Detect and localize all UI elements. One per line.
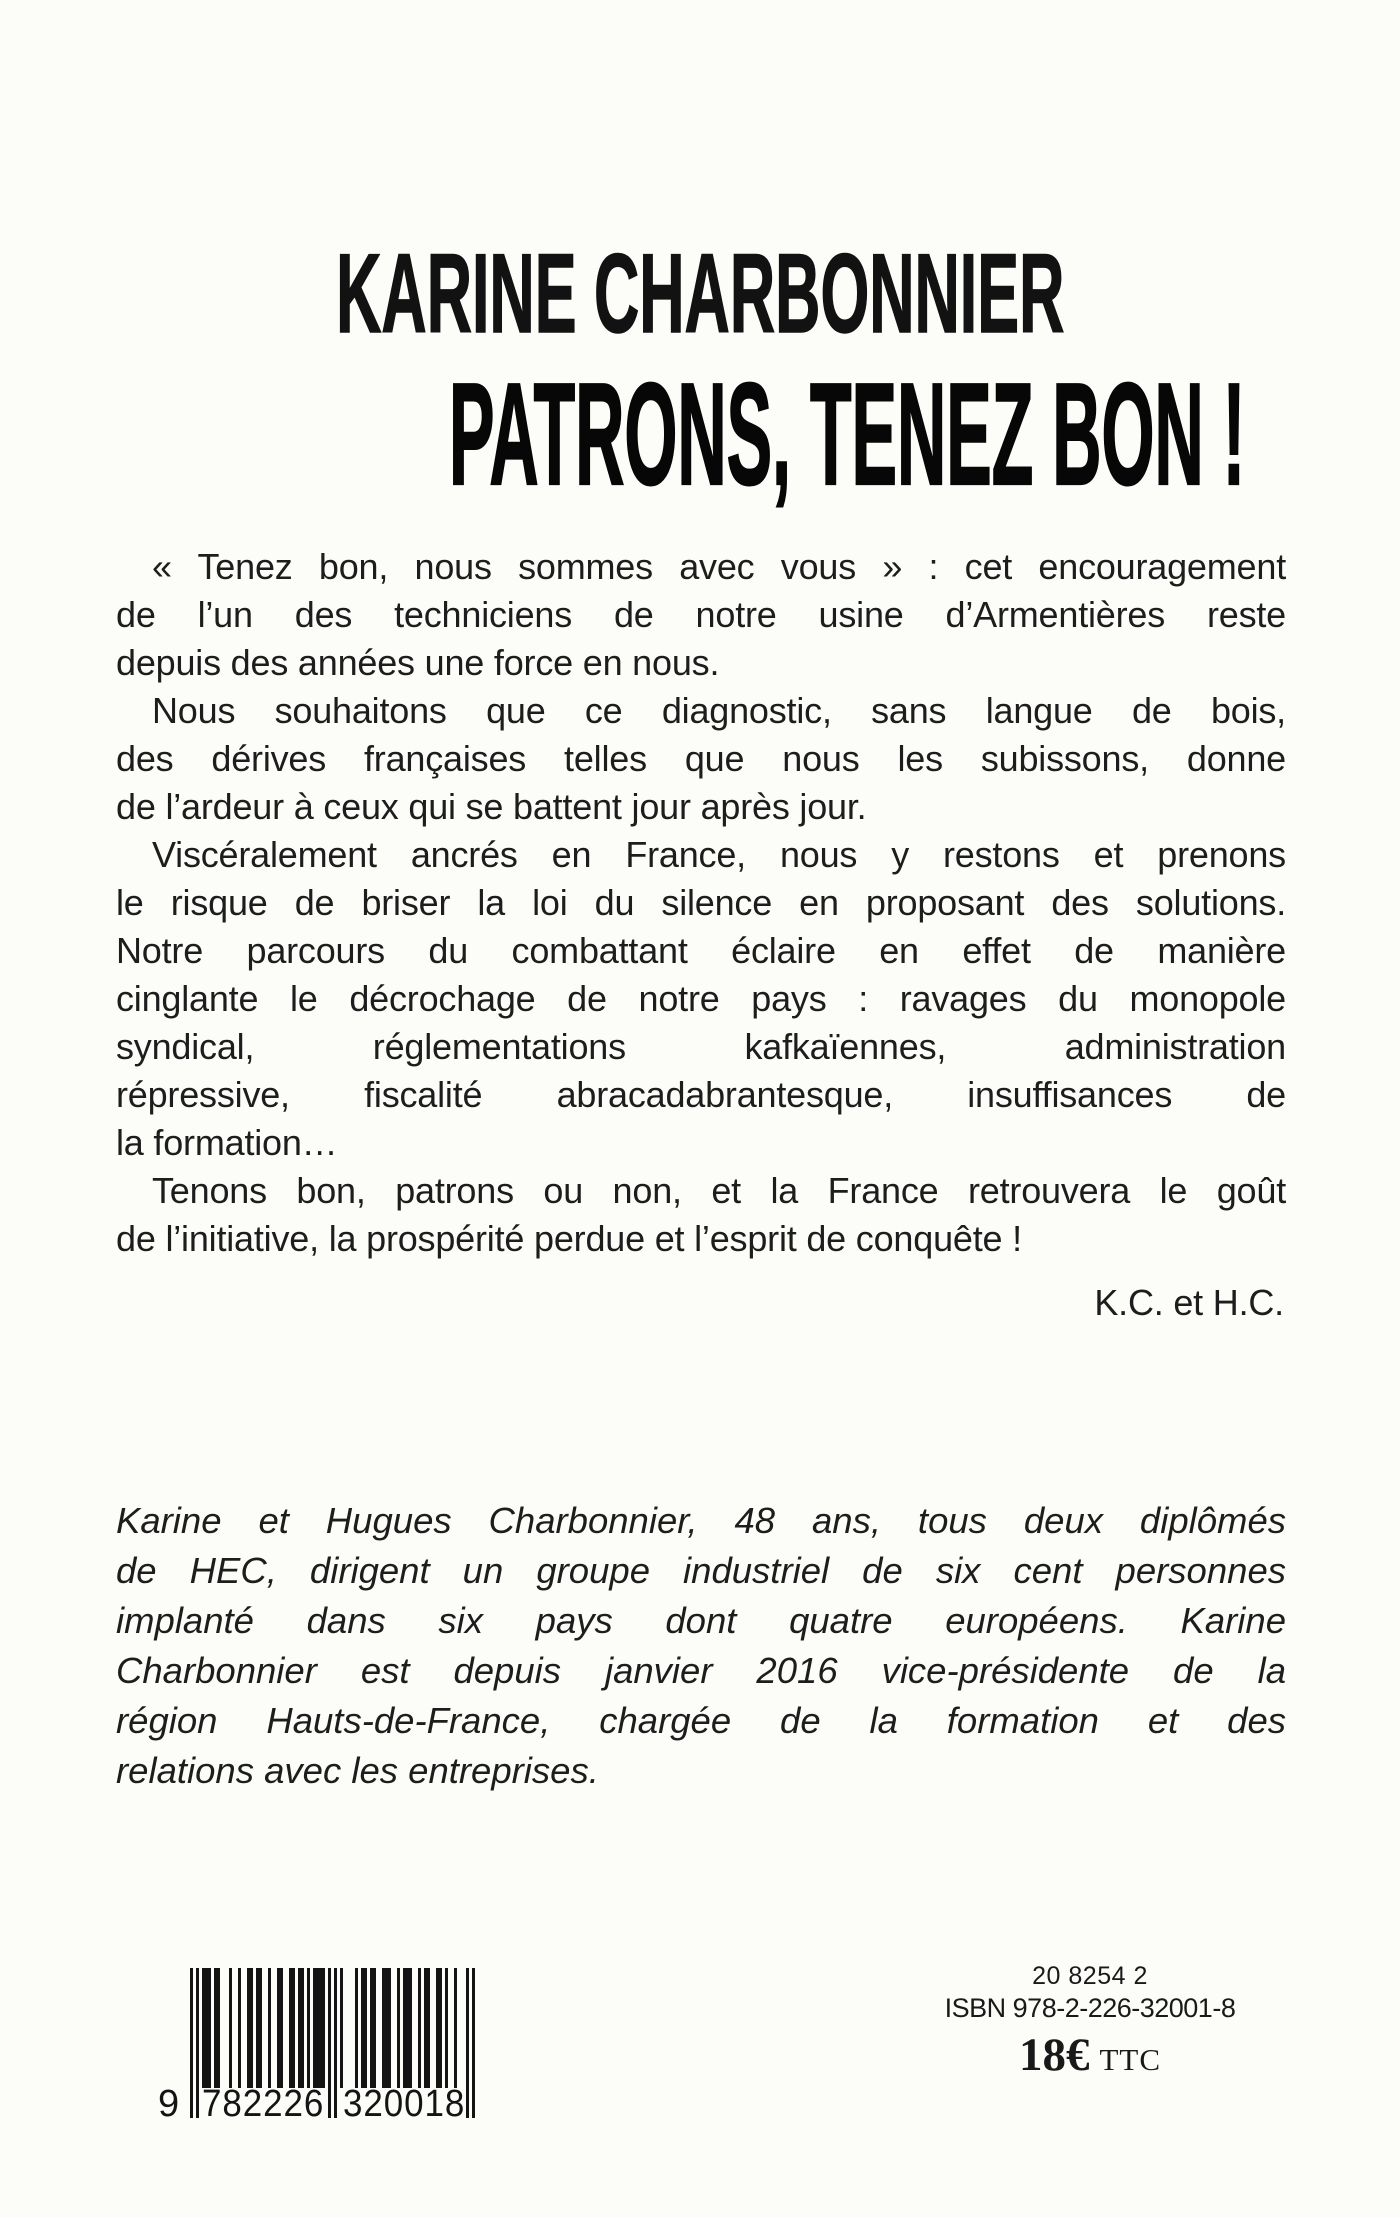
book-title [0, 353, 1400, 515]
signature: K.C. et H.C. [1094, 1282, 1284, 1323]
blurb-paragraph-3: Viscéralement ancrés en France, nous y restons et prenons le risque de briser la loi du silence en proposant des solutions. Notre parcours du combattant éclaire en effet de manière cinglante le décrochage de notre pays : ravages du monopole syndical, réglementations kafkaïennes, administration répressive, fiscalité abracadabrantesque, insuffisances de la formation… [116, 834, 1286, 1163]
ean13-barcode [158, 1968, 488, 2128]
price-row [928, 2028, 1252, 2082]
isbn-number: ISBN 978-2-226-32001-8 [944, 1993, 1236, 2023]
book-title-text: PATRONS, TENEZ BON ! [449, 353, 1246, 515]
bio-paragraph: Karine et Hugues Charbonnier, 48 ans, tous deux diplômés de HEC, dirigent un groupe industriel de six cent personnes implanté dans six pays dont quatre européens. Karine Charbonnier est depuis janvier 2016 vice-présidente de la région Hauts-de-France, chargée de la formation et des relations avec les entreprises. [116, 1500, 1286, 1791]
title-block [0, 231, 1400, 515]
price-suffix: TTC [1099, 2042, 1162, 2077]
barcode-digits-group2: 320018 [343, 2083, 466, 2125]
imprint-block [928, 1962, 1252, 2082]
barcode-digits-group1: 782226 [202, 2083, 325, 2125]
blurb-paragraph-4: Tenons bon, patrons ou non, et la France retrouvera le goût de l’initiative, la prospérité perdue et l’esprit de conquête ! [116, 1170, 1286, 1259]
back-cover-blurb [116, 543, 1286, 1327]
price-amount: 18€ [1018, 2029, 1090, 2081]
author-name [0, 231, 1400, 356]
edition-code: 20 8254 2 [1032, 1962, 1148, 1990]
author-name-text: KARINE CHARBONNIER [335, 231, 1065, 356]
blurb-paragraph-2: Nous souhaitons que ce diagnostic, sans langue de bois, des dérives françaises telles que nous les subissons, donne de l’ardeur à ceux qui se battent jour après jour. [116, 690, 1286, 827]
author-bio [116, 1496, 1286, 1796]
blurb-paragraph-1: « Tenez bon, nous sommes avec vous » : cet encouragement de l’un des techniciens de notre usine d’Armentières reste depuis des années une force en nous. [116, 546, 1286, 683]
barcode-lead-digit: 9 [158, 2083, 180, 2125]
